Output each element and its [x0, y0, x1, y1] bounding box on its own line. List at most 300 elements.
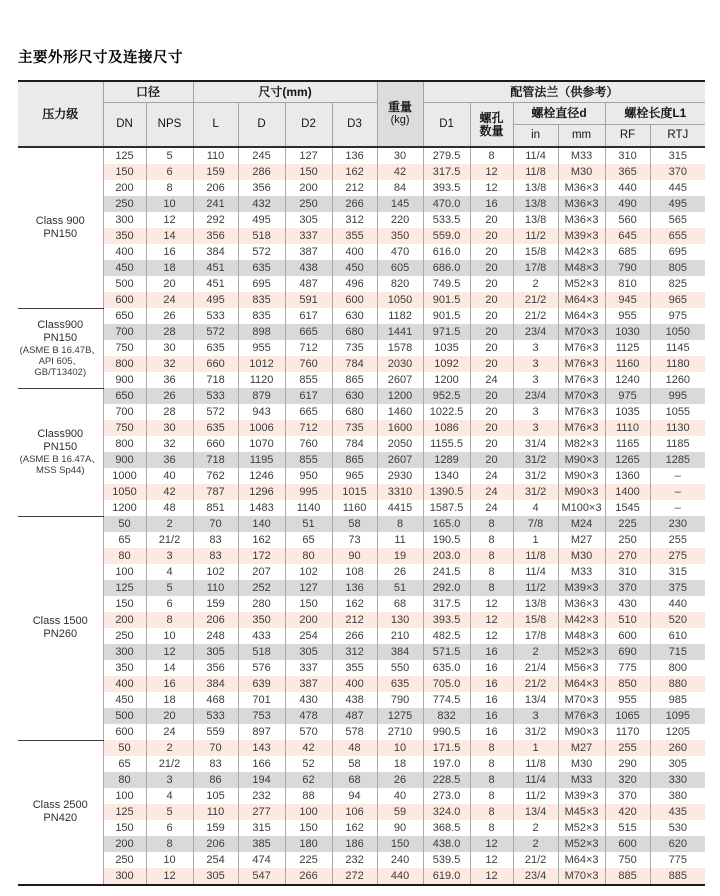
table-row: [18, 868, 705, 885]
table-row: [18, 772, 705, 788]
cell-len-rtj: 825: [650, 276, 705, 292]
cell-len-rf: 440: [605, 180, 650, 196]
cell-bolt-holes: 24: [470, 484, 513, 500]
cell-bolt-dia-mm: M33: [558, 147, 605, 164]
cell-bolt-dia-mm: M30: [558, 164, 605, 180]
cell-len-rtj: 775: [650, 852, 705, 868]
table-row: [18, 516, 705, 532]
cell-length: 384: [193, 676, 238, 692]
cell-d: 162: [238, 532, 285, 548]
cell-len-rtj: 695: [650, 244, 705, 260]
cell-bolt-dia-mm: M76×3: [558, 372, 605, 388]
cell-d: 576: [238, 660, 285, 676]
cell-d2: 200: [285, 180, 332, 196]
cell-d: 474: [238, 852, 285, 868]
table-row: [18, 660, 705, 676]
table-row: [18, 500, 705, 516]
table-row: [18, 404, 705, 420]
cell-d: 835: [238, 292, 285, 308]
cell-bolt-holes: 20: [470, 260, 513, 276]
cell-bolt-dia-in: 13/8: [513, 212, 558, 228]
cell-len-rtj: 1285: [650, 452, 705, 468]
cell-bolt-dia-in: 2: [513, 836, 558, 852]
cell-d2: 250: [285, 196, 332, 212]
cell-nps: 2: [146, 740, 193, 756]
cell-d2: 950: [285, 468, 332, 484]
cell-weight: 1578: [377, 340, 423, 356]
cell-len-rtj: 965: [650, 292, 705, 308]
cell-weight: 2710: [377, 724, 423, 740]
cell-length: 635: [193, 340, 238, 356]
cell-dn: 300: [103, 644, 146, 660]
cell-bolt-dia-mm: M48×3: [558, 628, 605, 644]
cell-nps: 36: [146, 372, 193, 388]
cell-bolt-holes: 8: [470, 820, 513, 836]
cell-dn: 1200: [103, 500, 146, 516]
cell-bolt-dia-in: 15/8: [513, 244, 558, 260]
cell-d2: 266: [285, 868, 332, 885]
cell-d1: 1200: [423, 372, 470, 388]
cell-len-rf: 1165: [605, 436, 650, 452]
cell-length: 851: [193, 500, 238, 516]
pressure-class-label: PN150: [43, 227, 78, 240]
cell-nps: 16: [146, 244, 193, 260]
cell-weight: 1050: [377, 292, 423, 308]
cell-d1: 1092: [423, 356, 470, 372]
cell-d: 1120: [238, 372, 285, 388]
table-row: [18, 244, 705, 260]
cell-d1: 559.0: [423, 228, 470, 244]
cell-d1: 971.5: [423, 324, 470, 340]
col-header-weight: [377, 81, 423, 147]
cell-d: 232: [238, 788, 285, 804]
cell-d: 277: [238, 804, 285, 820]
cell-d3: 90: [332, 548, 377, 564]
cell-d: 695: [238, 276, 285, 292]
cell-d1: 1035: [423, 340, 470, 356]
table-row: [18, 596, 705, 612]
cell-bolt-dia-mm: M52×3: [558, 836, 605, 852]
cell-len-rtj: 315: [650, 147, 705, 164]
cell-bolt-holes: 20: [470, 324, 513, 340]
cell-bolt-dia-mm: M90×3: [558, 484, 605, 500]
cell-bolt-dia-mm: M76×3: [558, 708, 605, 724]
cell-d2: 65: [285, 532, 332, 548]
cell-len-rf: 1030: [605, 324, 650, 340]
cell-d2: 254: [285, 628, 332, 644]
cell-d3: 865: [332, 372, 377, 388]
cell-length: 384: [193, 244, 238, 260]
cell-length: 159: [193, 820, 238, 836]
cell-bolt-dia-mm: M36×3: [558, 212, 605, 228]
table-row: [18, 836, 705, 852]
cell-dn: 300: [103, 868, 146, 885]
cell-dn: 250: [103, 196, 146, 212]
cell-weight: 220: [377, 212, 423, 228]
cell-length: 533: [193, 708, 238, 724]
cell-bolt-dia-in: 21/2: [513, 676, 558, 692]
bolt-holes-label-line2: 数量: [479, 123, 504, 138]
cell-d: 547: [238, 868, 285, 885]
cell-nps: 6: [146, 164, 193, 180]
cell-len-rf: 1360: [605, 468, 650, 484]
table-row: [18, 356, 705, 372]
cell-d2: 225: [285, 852, 332, 868]
cell-d2: 200: [285, 612, 332, 628]
cell-len-rtj: 1185: [650, 436, 705, 452]
pressure-class-label: Class 1500: [32, 615, 88, 627]
cell-weight: 550: [377, 660, 423, 676]
cell-weight: 19: [377, 548, 423, 564]
cell-dn: 800: [103, 356, 146, 372]
pressure-class-cell: [18, 388, 103, 516]
table-row: [18, 164, 705, 180]
cell-nps: 12: [146, 868, 193, 885]
cell-length: 110: [193, 804, 238, 820]
pressure-class-cell: [18, 147, 103, 308]
cell-len-rf: 365: [605, 164, 650, 180]
table-row: [18, 468, 705, 484]
cell-bolt-dia-in: 1: [513, 740, 558, 756]
cell-bolt-dia-in: 31/2: [513, 724, 558, 740]
cell-weight: 2930: [377, 468, 423, 484]
cell-len-rf: 1110: [605, 420, 650, 436]
cell-nps: 24: [146, 724, 193, 740]
cell-d3: 266: [332, 196, 377, 212]
table-row: [18, 580, 705, 596]
cell-bolt-dia-mm: M82×3: [558, 436, 605, 452]
cell-d3: 312: [332, 212, 377, 228]
cell-bolt-dia-in: 4: [513, 500, 558, 516]
cell-d: 835: [238, 308, 285, 324]
cell-d: 897: [238, 724, 285, 740]
table-body: [18, 147, 705, 885]
cell-dn: 400: [103, 244, 146, 260]
cell-bolt-dia-in: 11/2: [513, 580, 558, 596]
cell-nps: 8: [146, 836, 193, 852]
cell-len-rf: 810: [605, 276, 650, 292]
cell-bolt-dia-mm: M30: [558, 756, 605, 772]
cell-d1: 533.5: [423, 212, 470, 228]
cell-dn: 400: [103, 676, 146, 692]
cell-d2: 995: [285, 484, 332, 500]
table-row: [18, 564, 705, 580]
cell-bolt-holes: 16: [470, 644, 513, 660]
cell-weight: 84: [377, 180, 423, 196]
cell-nps: 2: [146, 516, 193, 532]
cell-bolt-dia-in: 3: [513, 708, 558, 724]
cell-weight: 820: [377, 276, 423, 292]
table-row: [18, 372, 705, 388]
cell-len-rf: 490: [605, 196, 650, 212]
table-row: [18, 692, 705, 708]
cell-len-rf: 1160: [605, 356, 650, 372]
cell-dn: 450: [103, 692, 146, 708]
cell-len-rtj: 1205: [650, 724, 705, 740]
cell-d3: 212: [332, 612, 377, 628]
cell-bolt-dia-in: 3: [513, 340, 558, 356]
cell-bolt-holes: 8: [470, 804, 513, 820]
cell-dn: 700: [103, 404, 146, 420]
cell-bolt-dia-in: 21/2: [513, 292, 558, 308]
cell-len-rtj: 315: [650, 564, 705, 580]
cell-weight: 26: [377, 564, 423, 580]
cell-length: 102: [193, 564, 238, 580]
cell-d3: 212: [332, 180, 377, 196]
pressure-class-label: PN150: [43, 441, 78, 453]
cell-nps: 10: [146, 196, 193, 212]
col-header-mm: mm: [558, 125, 605, 148]
cell-length: 305: [193, 868, 238, 885]
cell-d1: 273.0: [423, 788, 470, 804]
cell-nps: 26: [146, 388, 193, 404]
cell-bolt-holes: 12: [470, 180, 513, 196]
cell-d3: 784: [332, 436, 377, 452]
weight-label: 重量: [388, 100, 413, 114]
cell-len-rf: 600: [605, 628, 650, 644]
cell-bolt-dia-in: 17/8: [513, 260, 558, 276]
cell-dn: 150: [103, 820, 146, 836]
cell-dn: 50: [103, 740, 146, 756]
cell-len-rtj: 230: [650, 516, 705, 532]
col-header-nps: NPS: [146, 103, 193, 148]
cell-len-rf: 685: [605, 244, 650, 260]
cell-bolt-holes: 20: [470, 388, 513, 404]
cell-bolt-dia-in: 13/4: [513, 804, 558, 820]
cell-length: 254: [193, 852, 238, 868]
cell-bolt-holes: 12: [470, 612, 513, 628]
cell-d1: 482.5: [423, 628, 470, 644]
cell-d: 943: [238, 404, 285, 420]
cell-bolt-dia-mm: M36×3: [558, 196, 605, 212]
cell-bolt-holes: 16: [470, 708, 513, 724]
cell-len-rf: 645: [605, 228, 650, 244]
cell-d1: 990.5: [423, 724, 470, 740]
cell-bolt-holes: 16: [470, 676, 513, 692]
cell-dn: 65: [103, 532, 146, 548]
cell-nps: 14: [146, 660, 193, 676]
cell-nps: 5: [146, 804, 193, 820]
cell-len-rf: 975: [605, 388, 650, 404]
cell-dn: 100: [103, 564, 146, 580]
cell-bolt-dia-in: 31/4: [513, 436, 558, 452]
pressure-class-label: Class 900: [35, 214, 85, 227]
cell-len-rtj: 880: [650, 676, 705, 692]
cell-dn: 450: [103, 260, 146, 276]
cell-bolt-dia-mm: M33: [558, 564, 605, 580]
cell-d: 140: [238, 516, 285, 532]
cell-d2: 570: [285, 724, 332, 740]
cell-d3: 68: [332, 772, 377, 788]
cell-nps: 5: [146, 147, 193, 164]
cell-d: 1296: [238, 484, 285, 500]
cell-weight: 210: [377, 628, 423, 644]
pressure-class-standard-label: (ASME B 16.47B、: [19, 344, 101, 356]
cell-bolt-dia-in: 31/2: [513, 484, 558, 500]
cell-weight: 2050: [377, 436, 423, 452]
cell-bolt-dia-mm: M70×3: [558, 692, 605, 708]
cell-nps: 8: [146, 180, 193, 196]
table-header: [18, 81, 705, 147]
cell-length: 495: [193, 292, 238, 308]
col-header-bore: 口径: [103, 81, 193, 103]
cell-nps: 5: [146, 580, 193, 596]
cell-bolt-dia-in: 11/8: [513, 548, 558, 564]
cell-nps: 24: [146, 292, 193, 308]
cell-length: 83: [193, 756, 238, 772]
cell-d2: 712: [285, 420, 332, 436]
cell-d: 194: [238, 772, 285, 788]
cell-d: 252: [238, 580, 285, 596]
cell-d3: 136: [332, 147, 377, 164]
cell-bolt-holes: 24: [470, 372, 513, 388]
cell-weight: 2607: [377, 452, 423, 468]
cell-len-rtj: 610: [650, 628, 705, 644]
cell-bolt-dia-mm: M64×3: [558, 676, 605, 692]
cell-length: 468: [193, 692, 238, 708]
cell-weight: 90: [377, 820, 423, 836]
cell-d1: 368.5: [423, 820, 470, 836]
cell-bolt-dia-mm: M33: [558, 772, 605, 788]
cell-bolt-dia-mm: M90×3: [558, 468, 605, 484]
cell-len-rtj: 255: [650, 532, 705, 548]
cell-length: 572: [193, 324, 238, 340]
col-header-bolt-length: 螺栓长度L1: [605, 103, 705, 125]
cell-nps: 18: [146, 692, 193, 708]
cell-bolt-dia-in: 13/8: [513, 180, 558, 196]
cell-bolt-dia-mm: M39×3: [558, 228, 605, 244]
table-row: [18, 324, 705, 340]
cell-len-rf: 1240: [605, 372, 650, 388]
page-title: 主要外形尺寸及连接尺寸: [18, 50, 183, 66]
cell-dn: 125: [103, 147, 146, 164]
cell-bolt-holes: 8: [470, 580, 513, 596]
cell-dn: 350: [103, 228, 146, 244]
cell-d3: 355: [332, 660, 377, 676]
cell-dn: 150: [103, 596, 146, 612]
cell-bolt-dia-in: 2: [513, 644, 558, 660]
cell-nps: 8: [146, 612, 193, 628]
cell-length: 533: [193, 308, 238, 324]
cell-bolt-dia-mm: M42×3: [558, 244, 605, 260]
cell-d: 1195: [238, 452, 285, 468]
pressure-class-label: Class900: [37, 428, 84, 440]
cell-length: 660: [193, 356, 238, 372]
cell-len-rtj: 440: [650, 596, 705, 612]
cell-length: 787: [193, 484, 238, 500]
cell-len-rtj: 1180: [650, 356, 705, 372]
cell-len-rtj: 1145: [650, 340, 705, 356]
cell-bolt-holes: 12: [470, 596, 513, 612]
cell-weight: 18: [377, 756, 423, 772]
cell-d3: 186: [332, 836, 377, 852]
table-row: [18, 820, 705, 836]
cell-bolt-dia-in: 15/8: [513, 612, 558, 628]
cell-d2: 665: [285, 324, 332, 340]
cell-nps: 3: [146, 772, 193, 788]
cell-d2: 62: [285, 772, 332, 788]
cell-length: 159: [193, 164, 238, 180]
cell-len-rtj: 715: [650, 644, 705, 660]
cell-d3: 108: [332, 564, 377, 580]
cell-bolt-dia-in: 17/8: [513, 628, 558, 644]
cell-d3: 450: [332, 260, 377, 276]
cell-nps: 6: [146, 820, 193, 836]
pressure-class-cell: [18, 308, 103, 388]
cell-d2: 305: [285, 644, 332, 660]
cell-weight: 26: [377, 772, 423, 788]
col-header-size-mm: 尺寸(mm): [193, 81, 377, 103]
cell-len-rtj: 1050: [650, 324, 705, 340]
cell-dn: 600: [103, 724, 146, 740]
cell-len-rtj: 520: [650, 612, 705, 628]
cell-len-rf: 310: [605, 564, 650, 580]
cell-dn: 125: [103, 580, 146, 596]
cell-bolt-dia-in: 3: [513, 404, 558, 420]
cell-len-rtj: 305: [650, 756, 705, 772]
cell-weight: 8: [377, 516, 423, 532]
cell-d2: 150: [285, 596, 332, 612]
cell-weight: 30: [377, 147, 423, 164]
cell-bolt-holes: 20: [470, 292, 513, 308]
cell-weight: 1600: [377, 420, 423, 436]
bolt-holes-label-line1: 螺孔: [479, 110, 504, 125]
cell-d: 753: [238, 708, 285, 724]
cell-len-rtj: 370: [650, 164, 705, 180]
cell-d2: 127: [285, 147, 332, 164]
cell-d1: 539.5: [423, 852, 470, 868]
cell-bolt-holes: 20: [470, 340, 513, 356]
cell-nps: 28: [146, 404, 193, 420]
cell-bolt-dia-in: 7/8: [513, 516, 558, 532]
cell-dn: 200: [103, 836, 146, 852]
cell-bolt-dia-mm: M64×3: [558, 292, 605, 308]
cell-d: 518: [238, 644, 285, 660]
col-header-d3: D3: [332, 103, 377, 148]
cell-d3: 600: [332, 292, 377, 308]
table-row: [18, 292, 705, 308]
table-row: [18, 452, 705, 468]
cell-bolt-dia-in: 3: [513, 372, 558, 388]
cell-bolt-dia-mm: M76×3: [558, 420, 605, 436]
cell-length: 292: [193, 212, 238, 228]
cell-bolt-dia-in: 2: [513, 276, 558, 292]
cell-d: 432: [238, 196, 285, 212]
cell-d: 955: [238, 340, 285, 356]
table-row: [18, 260, 705, 276]
cell-len-rf: 250: [605, 532, 650, 548]
cell-dn: 100: [103, 788, 146, 804]
cell-len-rtj: 445: [650, 180, 705, 196]
cell-len-rf: 1400: [605, 484, 650, 500]
cell-bolt-dia-in: 11/8: [513, 756, 558, 772]
cell-d3: 58: [332, 516, 377, 532]
cell-nps: 42: [146, 484, 193, 500]
cell-length: 451: [193, 260, 238, 276]
cell-d2: 855: [285, 372, 332, 388]
cell-bolt-holes: 8: [470, 788, 513, 804]
cell-d3: 400: [332, 676, 377, 692]
cell-d3: 438: [332, 692, 377, 708]
cell-d: 1246: [238, 468, 285, 484]
cell-weight: 2607: [377, 372, 423, 388]
cell-len-rf: 955: [605, 692, 650, 708]
cell-weight: 1182: [377, 308, 423, 324]
cell-bolt-dia-in: 21/4: [513, 660, 558, 676]
cell-d1: 317.5: [423, 596, 470, 612]
cell-len-rf: 1265: [605, 452, 650, 468]
cell-weight: 51: [377, 580, 423, 596]
